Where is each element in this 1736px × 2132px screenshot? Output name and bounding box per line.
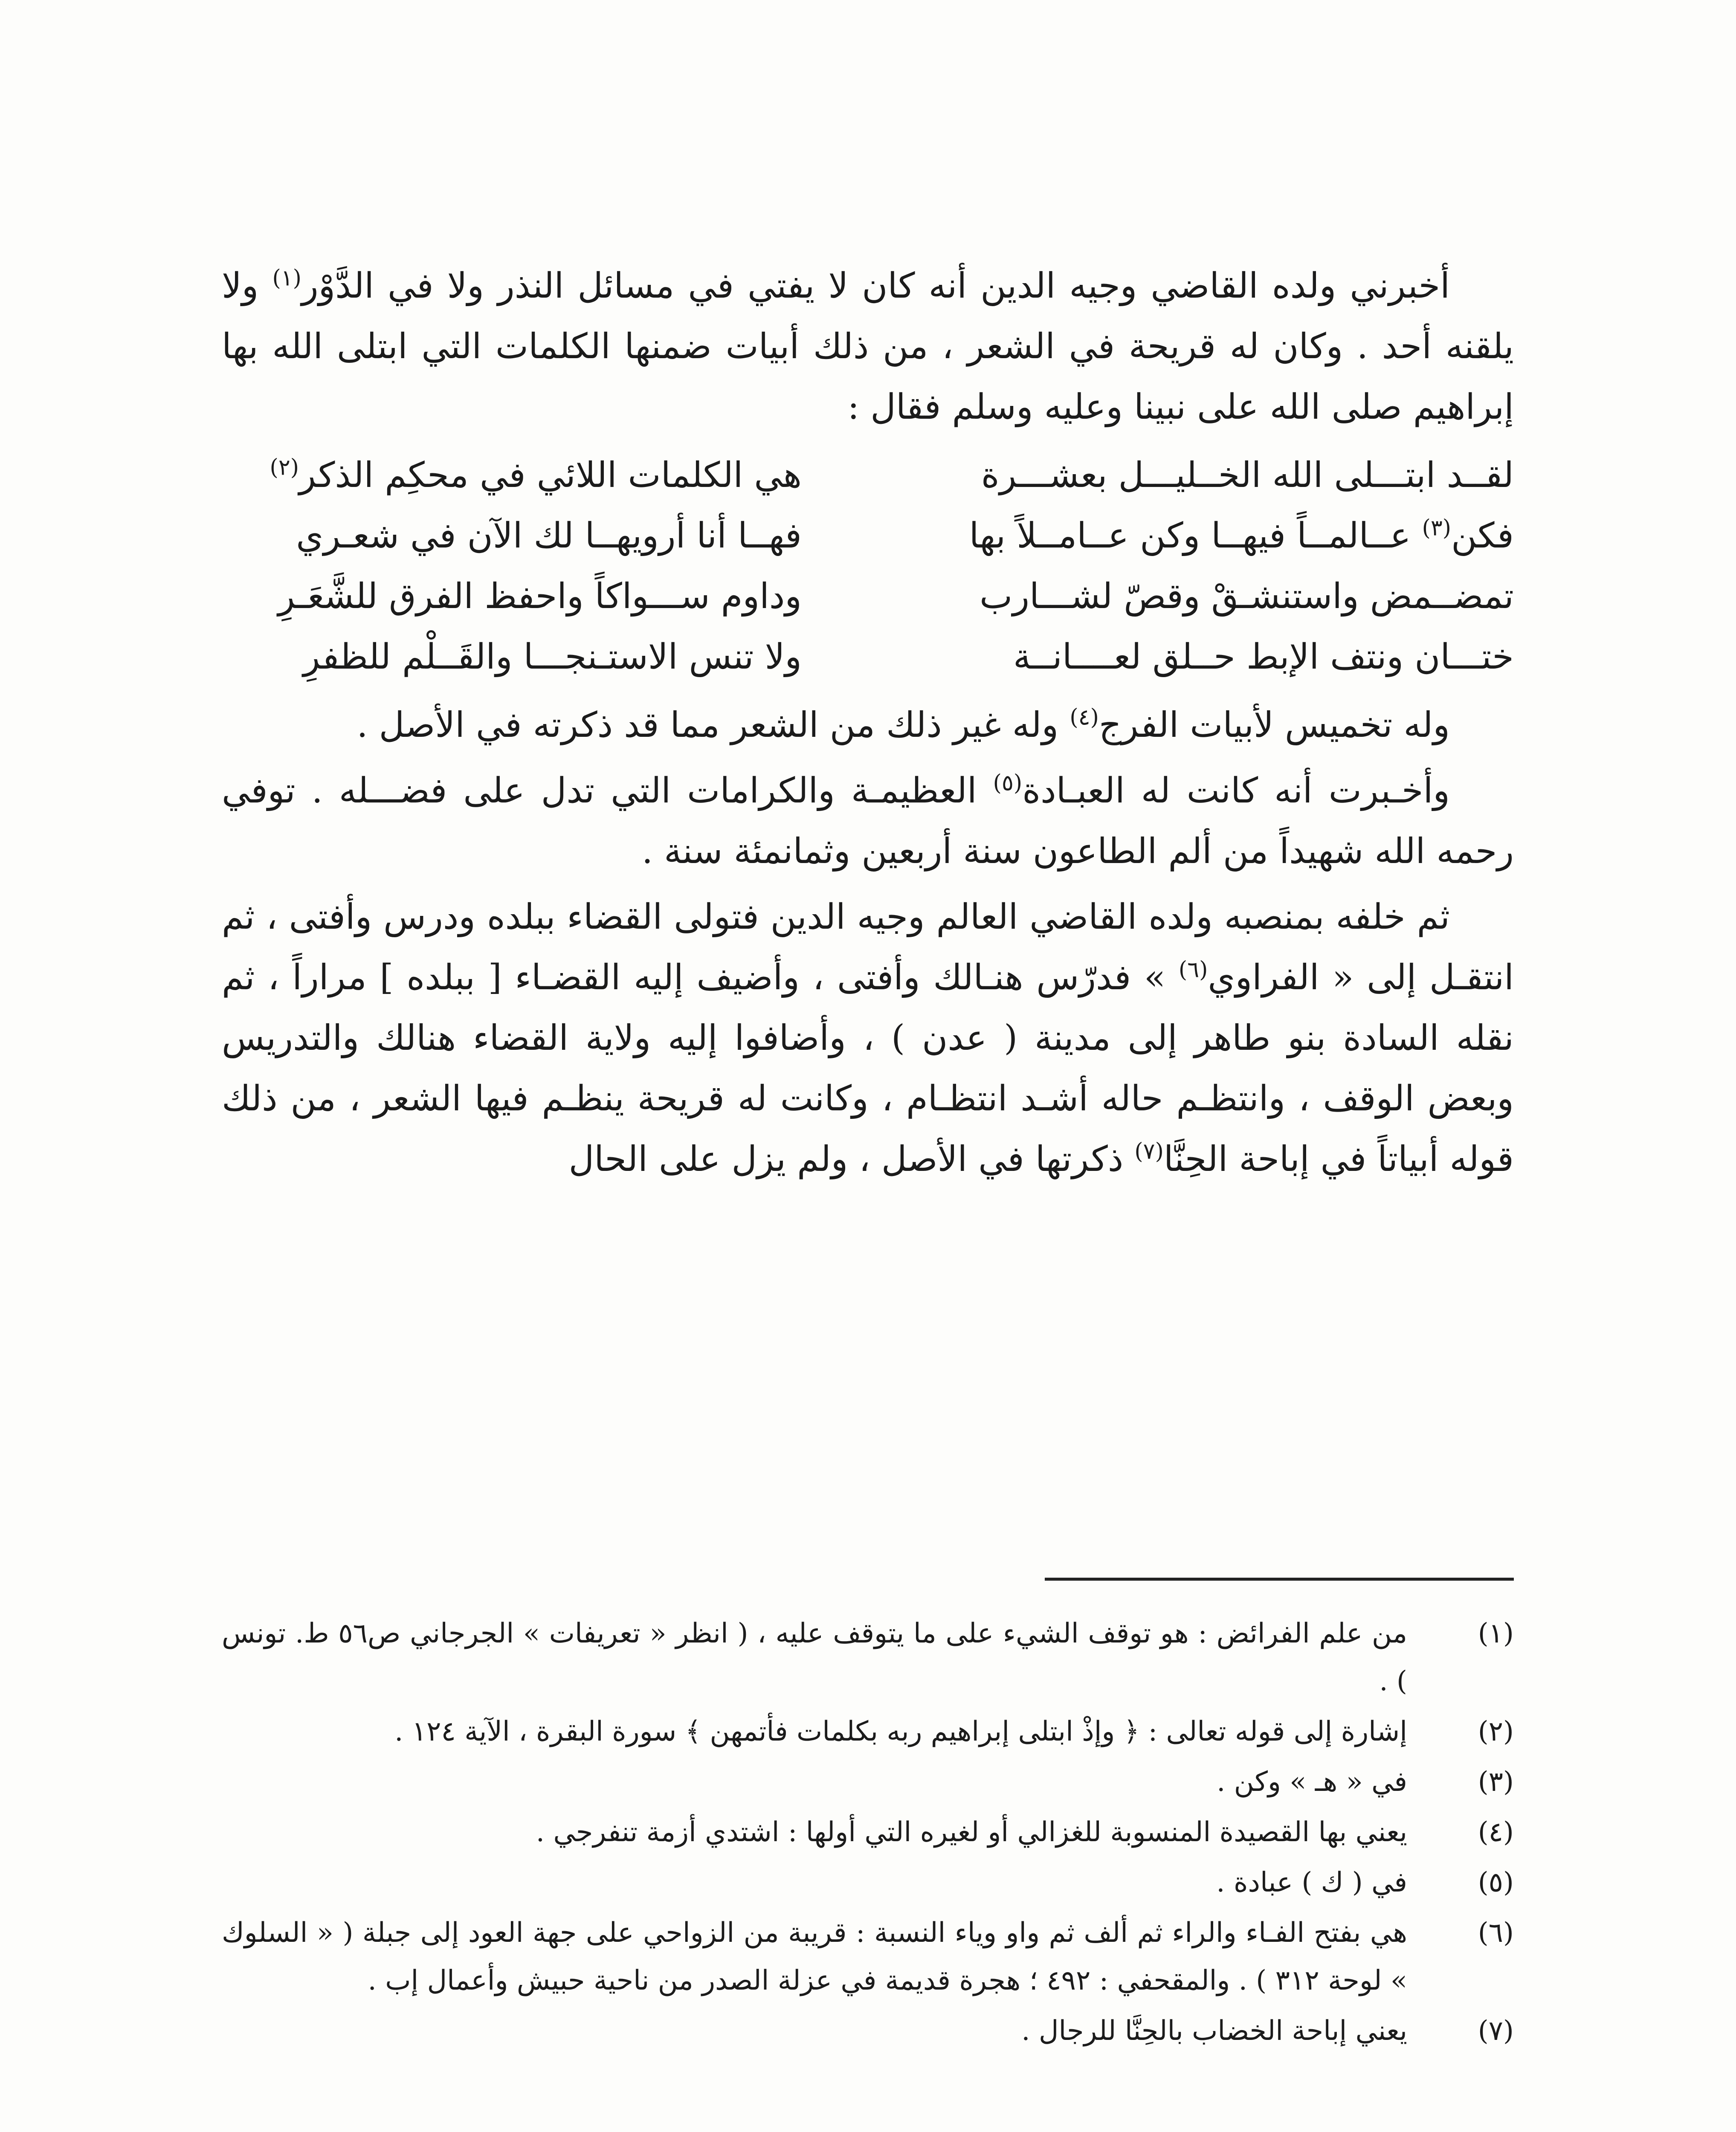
hemistich-text: عــالمــاً فيهــا وكن عــامــلاً بها bbox=[969, 516, 1422, 556]
footnote-ref-3[interactable]: (٣) bbox=[1422, 515, 1452, 541]
hemistich-text: وداوم ســـواكاً واحفظ الفرق للشَّعَـرِ bbox=[278, 576, 802, 617]
hemistich-text: تمضــمض واستنشـقْ وقصّ لشـــارب bbox=[980, 576, 1514, 617]
verse-first-hemistich bbox=[934, 445, 1514, 506]
verse-second-hemistich bbox=[222, 506, 802, 566]
footnote-text: يعني بها القصيدة المنسوبة للغزالي أو لغيره التي أولها : اشتدي أزمة تنفرجي . bbox=[536, 1816, 1407, 1848]
paragraph-2 bbox=[222, 695, 1514, 756]
poem bbox=[222, 445, 1514, 687]
footnote-text: في « هـ » وكن . bbox=[1217, 1766, 1407, 1798]
paragraph-4-text-c: ذكرتها في الأصل ، ولم يزل على الحال bbox=[568, 1139, 1135, 1179]
footnote-text: في ( ك ) عبادة . bbox=[1216, 1867, 1407, 1898]
footnote-number: (٣) bbox=[1478, 1766, 1514, 1798]
hemistich-text: ختـــان ونتف الإبط حــلق لعــــانــة bbox=[1013, 637, 1514, 677]
poem-verse bbox=[222, 566, 1514, 627]
verse-first-hemistich bbox=[934, 627, 1514, 687]
footnote-number: (٤) bbox=[1478, 1816, 1514, 1848]
verse-first-hemistich bbox=[934, 566, 1514, 627]
hemistich-text: لقــد ابتـــلى الله الخــليـــل بعشـــرة bbox=[981, 455, 1514, 495]
footnote-ref-6[interactable]: (٦) bbox=[1178, 957, 1208, 983]
paragraph-1 bbox=[222, 256, 1514, 437]
hemistich-text: فكن bbox=[1451, 516, 1514, 556]
footnote-text: هي بفتح الفـاء والراء ثم ألف ثم واو وياء النسبة : قريبة من الزواحي على جهة العود إلى جبلة ( « السلوك » لوحة ٣١٢ ) . والمقحفي : ٤٩٢ ؛ هجرة قديمة في عزلة الصدر من ناحية حبيش وأعمال إب . bbox=[222, 1917, 1407, 1996]
footnote-ref-1[interactable]: (١) bbox=[272, 265, 301, 291]
paragraph-2-text-b: وله غير ذلك من الشعر مما قد ذكرته في الأصل . bbox=[356, 705, 1070, 745]
verse-first-hemistich bbox=[934, 506, 1514, 566]
hemistich-text: فهــا أنا أرويهــا لك الآن في شعـري bbox=[296, 516, 802, 556]
footnote-ref-2[interactable]: (٢) bbox=[270, 455, 299, 481]
footnote-ref-4[interactable]: (٤) bbox=[1069, 704, 1099, 730]
footnote-text: إشارة إلى قوله تعالى : ﴿ وإذْ ابتلى إبراهيم ربه بكلمات فأتمهن ﴾ سورة البقرة ، الآية ١٢٤ . bbox=[394, 1716, 1407, 1747]
paragraph-3-text-a: وأخـبرت أنه كانت له العبـادة bbox=[1022, 771, 1450, 811]
paragraph-3-text-b: العظيمـة والكرامات التي تدل على فضـــله . توفي رحمه الله شهيداً من ألم الطاعون سنة أربعين وثمانمئة سنة . bbox=[222, 771, 1514, 872]
paragraph-4-text-a: ثم خلفه بمنصبه ولده القاضي العالم وجيه الدين فتولى القضاء ببلده ودرس وأفتى ، ثم انتقـل إلى « الفراوي bbox=[222, 897, 1514, 998]
footnote bbox=[222, 1808, 1514, 1856]
footnote-text: يعني إباحة الخضاب بالحِنَّا للرجال . bbox=[1021, 2015, 1407, 2047]
footnote-number: (١) bbox=[1478, 1618, 1514, 1649]
footnote-separator bbox=[1045, 1578, 1514, 1581]
hemistich-text: ولا تنس الاستـنجـــا والقَــلْم للظفرِ bbox=[303, 637, 802, 677]
footnotes bbox=[222, 1610, 1514, 2057]
paragraph-1-text-a: أخبرني ولده القاضي وجيه الدين أنه كان لا يفتي في مسائل النذر ولا في الدَّوْر bbox=[301, 266, 1450, 306]
main-text bbox=[222, 256, 1514, 1190]
verse-second-hemistich bbox=[222, 627, 802, 687]
footnote-number: (٦) bbox=[1478, 1917, 1514, 1949]
footnote-number: (٧) bbox=[1478, 2015, 1514, 2047]
poem-verse bbox=[222, 506, 1514, 566]
footnote bbox=[222, 1610, 1514, 1705]
footnote bbox=[222, 1909, 1514, 2005]
poem-verse bbox=[222, 445, 1514, 506]
verse-second-hemistich bbox=[222, 445, 802, 506]
paragraph-1-text-b: ولا يلقنه أحد . وكان له قريحة في الشعر ، من ذلك أبيات ضمنها الكلمات التي ابتلى الله بها إبراهيم صلى الله على نبينا وعليه وسلم فقال : bbox=[222, 266, 1514, 427]
poem-verse bbox=[222, 627, 1514, 687]
footnote bbox=[222, 1859, 1514, 1906]
paragraph-2-text-a: وله تخميس لأبيات الفرج bbox=[1098, 705, 1450, 745]
paragraph-3 bbox=[222, 761, 1514, 882]
footnote-number: (٢) bbox=[1478, 1716, 1514, 1747]
footnote-ref-5[interactable]: (٥) bbox=[993, 770, 1023, 796]
footnote bbox=[222, 2007, 1514, 2055]
footnote-number: (٥) bbox=[1478, 1867, 1514, 1898]
footnote-ref-7[interactable]: (٧) bbox=[1134, 1138, 1164, 1164]
footnote-text: من علم الفرائض : هو توقف الشيء على ما يتوقف عليه ، ( انظر « تعريفات » الجرجاني ص٥٦ ط. تونس ) . bbox=[222, 1618, 1408, 1697]
hemistich-text: هي الكلمات اللائي في محكِم الذكر bbox=[299, 455, 802, 495]
paragraph-4 bbox=[222, 887, 1514, 1190]
paragraph-4-text-b: » فدرّس هنـالك وأفتى ، وأضيف إليه القضـاء [ ببلده ] مراراً ، ثم نقله السادة بنو طاهر إلى مدينة ( عدن ) ، وأضافوا إليه ولاية القضاء هنالك والتدريس وبعض الوقف ، وانتظـم حاله أشـد انتظـام ، وكانت له قريحة ينظـم فيها الشعر ، من ذلك قوله أبياتاً في إباحة الحِنَّا bbox=[222, 957, 1514, 1179]
verse-second-hemistich bbox=[222, 566, 802, 627]
footnote bbox=[222, 1758, 1514, 1806]
footnote bbox=[222, 1708, 1514, 1755]
